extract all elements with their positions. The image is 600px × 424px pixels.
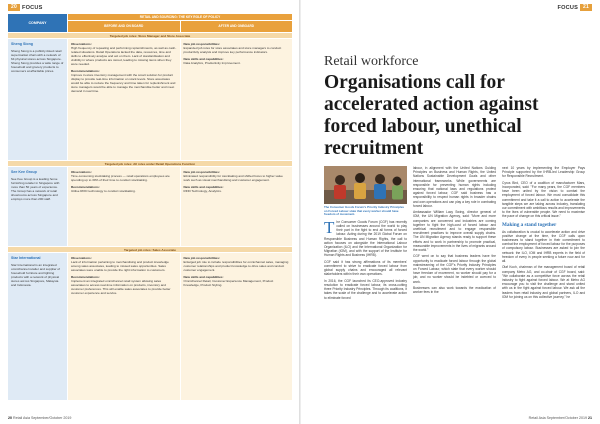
folio-left <box>8 416 71 420</box>
table-row <box>8 252 292 400</box>
paragraph: labour, in alignment with the United Nations Guiding Principles on Business and Human Rights, the United Nations Sustainable Development Goals and other international frameworks. While governments are responsible for preventing human rights including ensuring that national laws and regulations protect against forced labour, CGF said business has a responsibility to respect human rights in broader chains and own operations and can play a key role in combating forced labour. <box>413 166 496 208</box>
after-cell <box>181 39 293 160</box>
article-subhead: Making a stand together <box>502 221 557 228</box>
company-description: Sheng Siong is a publicly-listed retail supermarket chain with a network of 64 physical stores across Singapore. Sheng Siong provides a wide range of household and grocery products to consumers at affordable prices. <box>11 48 64 73</box>
responsibilities-text: Expanded job roles for store associates and store managers to conduct productivity analysis and improve key performance indicators. <box>183 46 282 55</box>
recommendations-label: Recommendations: <box>71 69 100 74</box>
company-cell <box>8 253 68 400</box>
recommendations-label: Recommendations: <box>71 185 100 190</box>
company-cell <box>8 167 68 246</box>
paragraph: Ambassador William Lacy Swing, director general of IOM, the UN Migration Agency, said: "More and more companies are concerned and industries are coming together to fight the high-cost of forced labour and unethical recruitment and to engage responsible recruitment practices to improve overall supply chains. The UN Migration Agency stands ready to support these efforts and to work in partnership to promote practical, measurable improvements in the lives of migrants around the world." <box>413 210 496 253</box>
responsibilities-label: New job responsibilities: <box>183 170 220 174</box>
skills-text: Omnichannel Retail, Customer Experience Management, Product Knowledge, Product Styling. <box>183 279 274 288</box>
header-right <box>68 14 292 32</box>
page-number-left: 20 <box>8 416 12 420</box>
observations-label: Observations: <box>71 170 92 174</box>
header-after: AFTER AND ONBOARD <box>181 20 293 32</box>
after-cell <box>181 253 293 400</box>
band-row-2: Targeted job roles: All roles under Retail Operations Function <box>8 160 292 166</box>
company-description: Star International is an integrated omnichannel retailer and supplier of household furniture and lighting products with a network of physical stores across Singapore, Malaysia and Indonesia. <box>11 262 61 287</box>
section-tab-right <box>557 4 592 11</box>
observations-text: High frequency of repeating and performing replenishments, as well as cash-related situations. Retail Operations lacked the data, resources, time and skills to effectively analyse and act on them. Lack of standardisation and visibility in where products are stored, leading to missing items when they were needed. <box>71 46 177 67</box>
page-number-right: 21 <box>588 416 592 420</box>
article-column-2 <box>413 166 496 410</box>
responsibilities-label: New job responsibilities: <box>183 42 220 46</box>
skills-label: New skills and capabilities: <box>183 275 224 280</box>
responsibilities-text: Enlarged job role to include responsibilities for omnichannel sales, managing customer relationships and product knowledge to drive sales and conduct customer engagement. <box>183 260 289 273</box>
responsibilities-label: New job responsibilities: <box>183 256 220 260</box>
band-row-1: Targeted job roles: Store Manager and Store Associate <box>8 32 292 38</box>
observations-text: Lack of information pertaining to merchandising and product knowledge among sales associates, leading to missed sales opportunities. Sales associates were unable to provide the right information to customers. <box>71 260 169 273</box>
paragraph: As collaboration is crucial to accelerate action and drive positive change at the time, the CGF calls upon businesses to stand together in their commitment to combat the employment of forced labour for the purposes of compulsory labour. Businesses are asked to join the network: the ILO, IOM and IHRB experts in the field of freedom of every in people seeking a future now and for all. <box>502 229 585 264</box>
paragraph: CGF went on to say that business leaders have the opportunity to eradicate forced labour through the global mainstreaming of the CGF's Priority Industry Principles on Forced Labour, which state that every worker should have freedom of movement, no worker should pay for a job, and no worker should be indebted or coerced to work. <box>413 254 496 284</box>
band-row-3: Targeted job roles: Sales Associate <box>8 246 292 252</box>
article-headline: Organisations call for accelerated action against forced labour, unethical recruitment <box>324 72 539 159</box>
before-cell <box>68 253 181 400</box>
company-description: See Kee Group is a leading home furnishing retailer in Singapore with more than 50 years of experience. The Group has a network of retail showrooms across Singapore and employs more than 200 staff. <box>11 176 60 201</box>
header-company: COMPANY <box>8 14 68 32</box>
observations-label: Observations: <box>71 42 92 46</box>
company-name: Star International <box>11 256 41 260</box>
article-kicker: Retail workforce <box>324 54 419 69</box>
after-cell <box>181 167 293 246</box>
skills-label: New skills and capabilities: <box>183 185 224 190</box>
publication-right: Retail Asia September/October 2019 <box>528 416 587 420</box>
paragraph-text: he Consumer Goods Forum (CGF) has recently called on businesses around the world to play their part in the fight to end all forms of forced labour. Acting during the 2019 Global Forum on Responsible Business and Human Rights, the call to action focuses on alongside the International Labour Organization (ILO) and the International Organization for Migration (IOM), and with the support of the Institute for Human Rights and Business (IHRB). <box>324 219 407 258</box>
paragraph: Cyrus Bird, CEO of a coalition of manufacturer Mars, Incorporated, said: "For many years, the CGF members have been united by the vision to combat the employment of forced labour. We must consolidate this commitment and take it a call to action to accelerate the tangible steps we are taking across industry, translating our commitment with ambitious results and improvements to the lives of vulnerable people. We need to maximise the pace of change on this critical issue." <box>502 180 585 219</box>
paragraph: CGF said it has strong affirmations of its members' commitment to strive to eradicate forced labour from global supply chains and encouraged all relevant stakeholders within their own operations. <box>324 259 407 277</box>
header-before: BEFORE AND ON BOARD <box>68 20 181 32</box>
skills-label: New skills and capabilities: <box>183 57 224 62</box>
paragraph: In 2016, the CGF launched its CEO-approved industry resolution to eradicate forced labour, its cross-cutting three Priority Industry Principles. Through its coalitions, it takes the scale of the challenge and to accelerate action to eliminate forced <box>324 278 407 300</box>
photo-caption: The Consumer Goods Forum's Priority Industry Principles on Forced Labour state that every worker should have freedom of movement. <box>324 205 405 217</box>
section-tab-left <box>8 4 43 11</box>
recommendations-text: Implement an integrated omnichannel retail system allowing sales associates to access real-time information on products, inventory and customer preferences. This will enable sales associates to provide better customer experience and service. <box>71 279 171 296</box>
before-cell <box>68 39 181 160</box>
responsibilities-text: Eliminated responsibility for stocktaking and shifted focus to higher value work such as visual merchandising and customer engagement. <box>183 174 283 183</box>
section-number-right: 21 <box>580 4 592 11</box>
section-number-left: 20 <box>8 4 20 11</box>
article-photo <box>324 166 407 204</box>
recommendations-label: Recommendations: <box>71 275 100 280</box>
workers-photo-illustration <box>324 166 407 204</box>
section-label-left: FOCUS <box>21 4 43 11</box>
paragraph: Olaf Koch, chairman of the management board of retail company Metro AG, and co-chair of CGF board, said: "We collaborate as a competitive force across the retail industry to fight against forced labour. We at Metro AG encourage you to visit the challenge and stand united with us in the fight against forced labour. We ask all the leaders from retail industry and global partners, ILO and IOM for joining us on this collective journey," he <box>502 265 585 299</box>
table-header <box>8 14 292 32</box>
section-label-right: FOCUS <box>557 4 579 11</box>
paragraph <box>324 217 407 258</box>
header-sub <box>68 20 292 32</box>
company-cell <box>8 39 68 160</box>
observations-text: Time-consuming stocktaking process — retail operations employees are spending up to 30% of their time to conduct stocktaking. <box>71 174 170 183</box>
article-column-1 <box>324 166 407 410</box>
spine-gutter <box>299 0 301 424</box>
skills-text: Data Analytics, Productivity Improvement. <box>183 61 241 66</box>
table-row <box>8 166 292 246</box>
before-cell <box>68 167 181 246</box>
company-name: See Kee Group <box>11 170 37 174</box>
drop-cap: T <box>324 217 335 237</box>
header-group: RETAIL AND SOURCING: THE KEY ROLE OF POLICY <box>68 14 292 20</box>
observations-label: Observations: <box>71 256 92 260</box>
company-name: Sheng Siong <box>11 42 33 46</box>
table-row <box>8 38 292 160</box>
publication-left: Retail Asia September/October 2019 <box>13 416 72 420</box>
recommendations-text: Utilise RFID technology to conduct stocktaking. <box>71 189 136 194</box>
skills-text: RFID Technology, Analytics. <box>183 189 222 194</box>
paragraph: next 10 years by implementing the Employer Pays Principle supported by the IHRB-led Leadership Group for Responsible Recruitment. <box>502 166 585 179</box>
recommendations-text: Improve in-store inventory management with the smart solution for product display to provide real-time information on stock levels. Store associates would be able to reduce the frequency and time taken for replenishment and store managers would be able to manage the merchandise better and meet demand in real time. <box>71 73 176 94</box>
folio-right <box>529 416 592 420</box>
article-column-3 <box>502 166 585 410</box>
article-body <box>324 166 586 410</box>
recruitment-table <box>8 14 292 406</box>
paragraph: Businesses can also work towards the eradication of worker fees in the <box>413 286 496 295</box>
